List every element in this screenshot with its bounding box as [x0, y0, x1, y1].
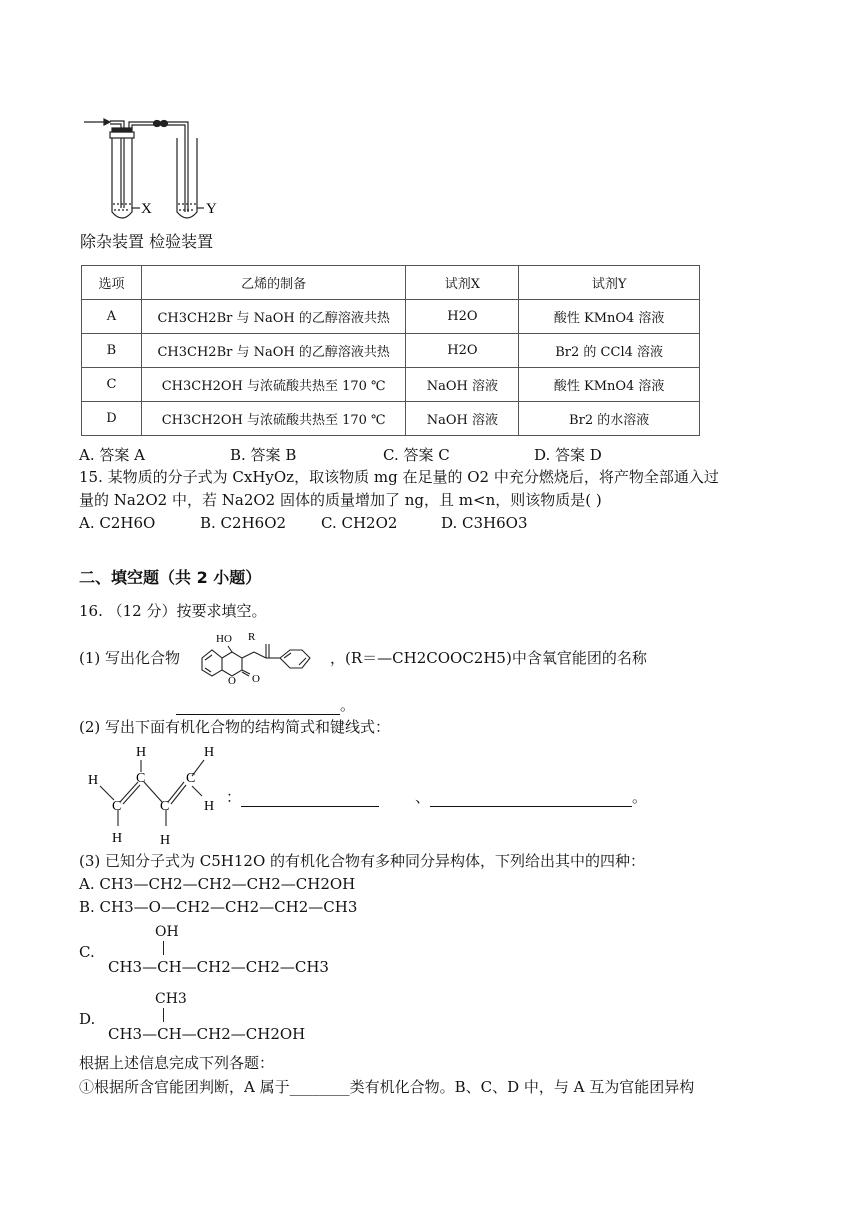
struct-r-label: R: [248, 631, 256, 643]
q16-intro: 16. （12 分）按要求填空。: [79, 602, 267, 620]
choice-d[interactable]: D. 答案 D: [534, 446, 602, 464]
table-cell: H2O: [406, 300, 519, 334]
options-table: [81, 265, 700, 436]
atom-h: H: [136, 745, 147, 760]
q16-p2-end: 。: [632, 788, 648, 806]
label-y: Y: [206, 201, 217, 217]
table-cell: CH3CH2Br 与 NaOH 的乙醇溶液共热: [141, 334, 406, 368]
table-cell: C: [82, 368, 142, 402]
section-title: 二、填空题（共 2 小题）: [79, 568, 262, 587]
q16-p1-after: ，(R＝—CH2COOC2H5)中含氧官能团的名称: [330, 649, 647, 667]
choice-b[interactable]: B. 答案 B: [230, 446, 297, 464]
q16-p2-sep: ：: [226, 788, 242, 806]
answer-blank[interactable]: [241, 792, 379, 807]
table-cell: 酸性 KMnO4 溶液: [519, 368, 700, 402]
q16-p2-answer-row: [226, 786, 647, 807]
table-cell: NaOH 溶液: [406, 368, 519, 402]
q16-p1-before: (1) 写出化合物: [79, 649, 181, 667]
q16-opt-d-main: CH3—CH—CH2—CH2OH: [108, 1025, 306, 1043]
q16-opt-d-bond: [163, 1008, 164, 1022]
table-row: [82, 300, 700, 334]
table-cell: H2O: [406, 334, 519, 368]
atom-h: H: [160, 833, 171, 848]
label-x: X: [141, 201, 152, 217]
q16-p1-blank-row: [176, 694, 355, 715]
q15-choice-c[interactable]: C. CH2O2: [321, 514, 398, 532]
q16-tail: 根据上述信息完成下列各题：: [79, 1054, 275, 1072]
struct-o-carbonyl-label: O: [252, 673, 260, 685]
q16-opt-a: A. CH3—CH2—CH2—CH2—CH2OH: [79, 875, 356, 893]
table-cell: CH3CH2Br 与 NaOH 的乙醇溶液共热: [141, 300, 406, 334]
table-cell: Br2 的水溶液: [519, 402, 700, 436]
apparatus-caption: 除杂装置 检验装置: [80, 232, 214, 251]
q16-opt-d-top: CH3: [155, 991, 187, 1007]
struct-ho-label: HO: [216, 633, 232, 645]
q15-choice-b[interactable]: B. C2H6O2: [200, 514, 287, 532]
q16-item1: ①根据所含官能团判断，A 属于________类有机化合物。B、C、D 中，与 A 互为官能团异构: [79, 1078, 695, 1096]
q16-p3: (3) 已知分子式为 C5H12O 的有机化合物有多种同分异构体，下列给出其中的四种：: [79, 852, 646, 870]
q15-line2: 量的 Na2O2 中，若 Na2O2 固体的质量增加了 ng，且 m<n，则该物质是( ): [79, 491, 602, 509]
table-cell: D: [82, 402, 142, 436]
q15-choice-d[interactable]: D. C3H6O3: [441, 514, 528, 532]
table-cell: Br2 的 CCl4 溶液: [519, 334, 700, 368]
q15-choice-a[interactable]: A. C2H6O: [79, 514, 156, 532]
struct-o-ring-label: O: [228, 675, 236, 686]
q16-opt-c-label: C.: [79, 943, 95, 961]
q16-opt-c-main: CH3—CH—CH2—CH2—CH3: [108, 958, 329, 976]
table-row: [82, 368, 700, 402]
q16-opt-c-top: OH: [155, 924, 179, 940]
table-cell: A: [82, 300, 142, 334]
q16-p1-end: 。: [340, 696, 356, 714]
table-cell: NaOH 溶液: [406, 402, 519, 436]
table-cell: 酸性 KMnO4 溶液: [519, 300, 700, 334]
atom-c: C: [160, 799, 170, 814]
atom-h: H: [204, 799, 215, 814]
choice-c[interactable]: C. 答案 C: [383, 446, 450, 464]
table-row: [82, 402, 700, 436]
q15-line1: 15. 某物质的分子式为 CxHyOz，取该物质 mg 在足量的 O2 中充分燃烧后，将产物全部通入过: [79, 468, 719, 486]
coumarin-structure: [198, 626, 328, 686]
atom-h: H: [88, 773, 99, 788]
atom-c: C: [186, 771, 196, 786]
q16-p2: (2) 写出下面有机化合物的结构简式和键线式：: [79, 718, 391, 736]
atom-h: H: [112, 831, 123, 846]
table-header-row: [82, 266, 700, 300]
header-cell: 试剂Y: [519, 266, 700, 300]
q16-p2-mid: 、: [415, 788, 431, 806]
atom-c: C: [136, 771, 146, 786]
q16-opt-b: B. CH3—O—CH2—CH2—CH2—CH3: [79, 898, 358, 916]
header-cell: 乙烯的制备: [141, 266, 406, 300]
q16-opt-d-label: D.: [79, 1010, 96, 1028]
answer-blank[interactable]: [430, 792, 632, 807]
table-row: [82, 334, 700, 368]
answer-blank[interactable]: [176, 700, 340, 715]
header-cell: 试剂X: [406, 266, 519, 300]
table-cell: B: [82, 334, 142, 368]
q16-opt-c-bond: [163, 941, 164, 955]
header-cell: 选项: [82, 266, 142, 300]
choice-a[interactable]: A. 答案 A: [79, 446, 145, 464]
atom-h: H: [204, 745, 215, 760]
table-cell: CH3CH2OH 与浓硫酸共热至 170 ℃: [141, 402, 406, 436]
atom-c: C: [112, 799, 122, 814]
butadiene-structure: [86, 738, 226, 850]
table-cell: CH3CH2OH 与浓硫酸共热至 170 ℃: [141, 368, 406, 402]
